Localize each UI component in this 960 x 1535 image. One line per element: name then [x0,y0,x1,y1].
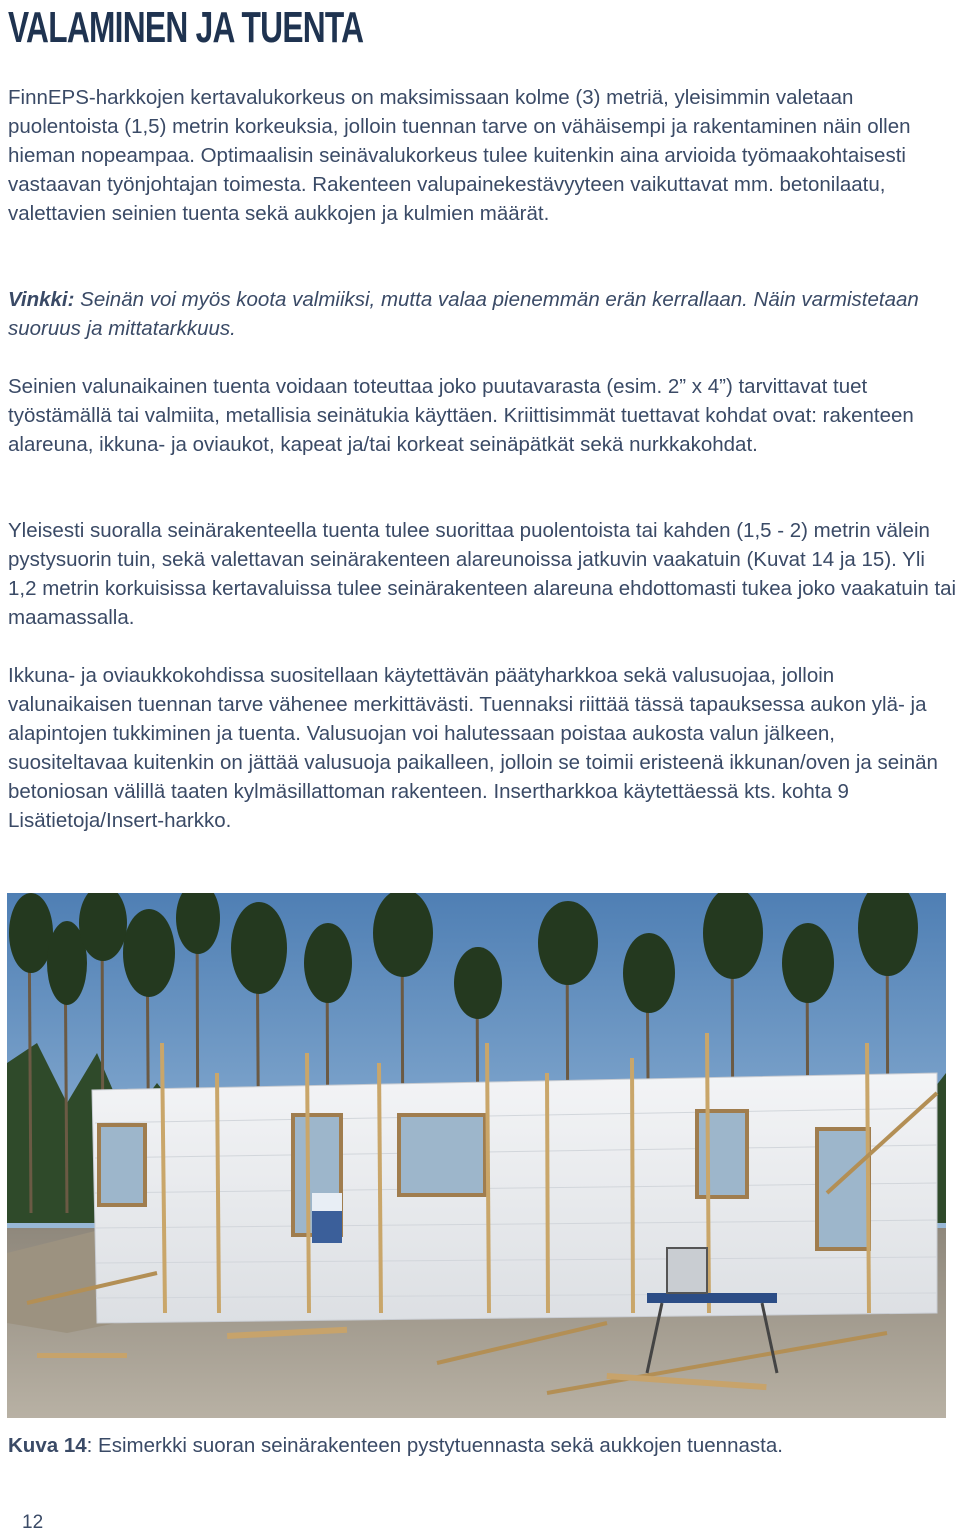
caption-label: Kuva 14 [8,1434,87,1457]
paragraph-wall-support: Seinien valunaikainen tuenta voidaan toteuttaa joko puutavarasta (esim. 2” x 4”) tarvittavat tuet työstämällä tai valmiita, metallisia seinätukia käyttäen. Kriittisimmät tuettavat kohdat ovat: rakenteen alareuna, ikkuna- ja oviaukot, kapeat ja/tai korkeat seinäpätkät sekä nurkkakohdat. [8,375,914,456]
paragraph-casting-height: FinnEPS-harkkojen kertavalukorkeus on maksimissaan kolme (3) metriä, yleisimmin valetaan puolentoista (1,5) metrin korkeuksia, jolloin tuennan tarve on vähäisempi ja rakentaminen näin ollen hieman nopeampaa. Optimaalisin seinävalukorkeus tulee kuitenkin aina arvioida työmaakohtaisesti vastaavan työnjohtajan toimesta. Rakenteen valupainekestävyyteen vaikuttavat mm. betonilaatu, valettavien seinien tuenta sekä aukkojen ja kulmien määrät. [8,86,911,225]
figure-caption [8,1431,783,1460]
page-number: 12 [22,1512,44,1533]
construction-site-photo [7,893,946,1418]
paragraph-openings: Ikkuna- ja oviaukkokohdissa suositellaan käytettävän päätyharkkoa sekä valusuojaa, jolloin valunaikaisen tuennan tarve vähenee merkittävästi. Tuennaksi riittää tässä tapauksessa aukon ylä- ja alapintojen tukkiminen ja tuenta. Valusuojan voi halutessaan poistaa aukosta valun jälkeen, suositeltavaa kuitenkin on jättää valusuoja paikalleen, jolloin se toimii eristeenä ikkunan/oven ja seinän betoniosan välillä taaten kylmäsillattoman rakenteen. Insertharkkoa käytettäessä kts. kohta 9 Lisätietoja/Insert-harkko. [8,664,938,832]
page-title: VALAMINEN JA TUENTA [8,3,364,52]
tip-text: Seinän voi myös koota valmiiksi, mutta valaa pienemmän erän kerrallaan. Näin varmistetaan suoruus ja mittatarkkuus. [8,288,919,340]
tip-label: Vinkki: [8,288,75,311]
caption-text: : Esimerkki suoran seinärakenteen pystytuennasta sekä aukkojen tuennasta. [86,1434,783,1457]
paragraph-straight-wall-support: Yleisesti suoralla seinärakenteella tuenta tulee suorittaa puolentoista tai kahden (1,5 - 2) metrin välein pystysuorin tuin, sekä valettavan seinärakenteen alareunoissa jatkuvin vaakatuin (Kuvat 14 ja 15). Yli 1,2 metrin korkuisissa kertavaluissa tulee seinärakenteen alareuna ehdottomasti tukea joko vaakatuin tai maamassalla. [8,519,957,629]
tip-paragraph [8,285,958,343]
